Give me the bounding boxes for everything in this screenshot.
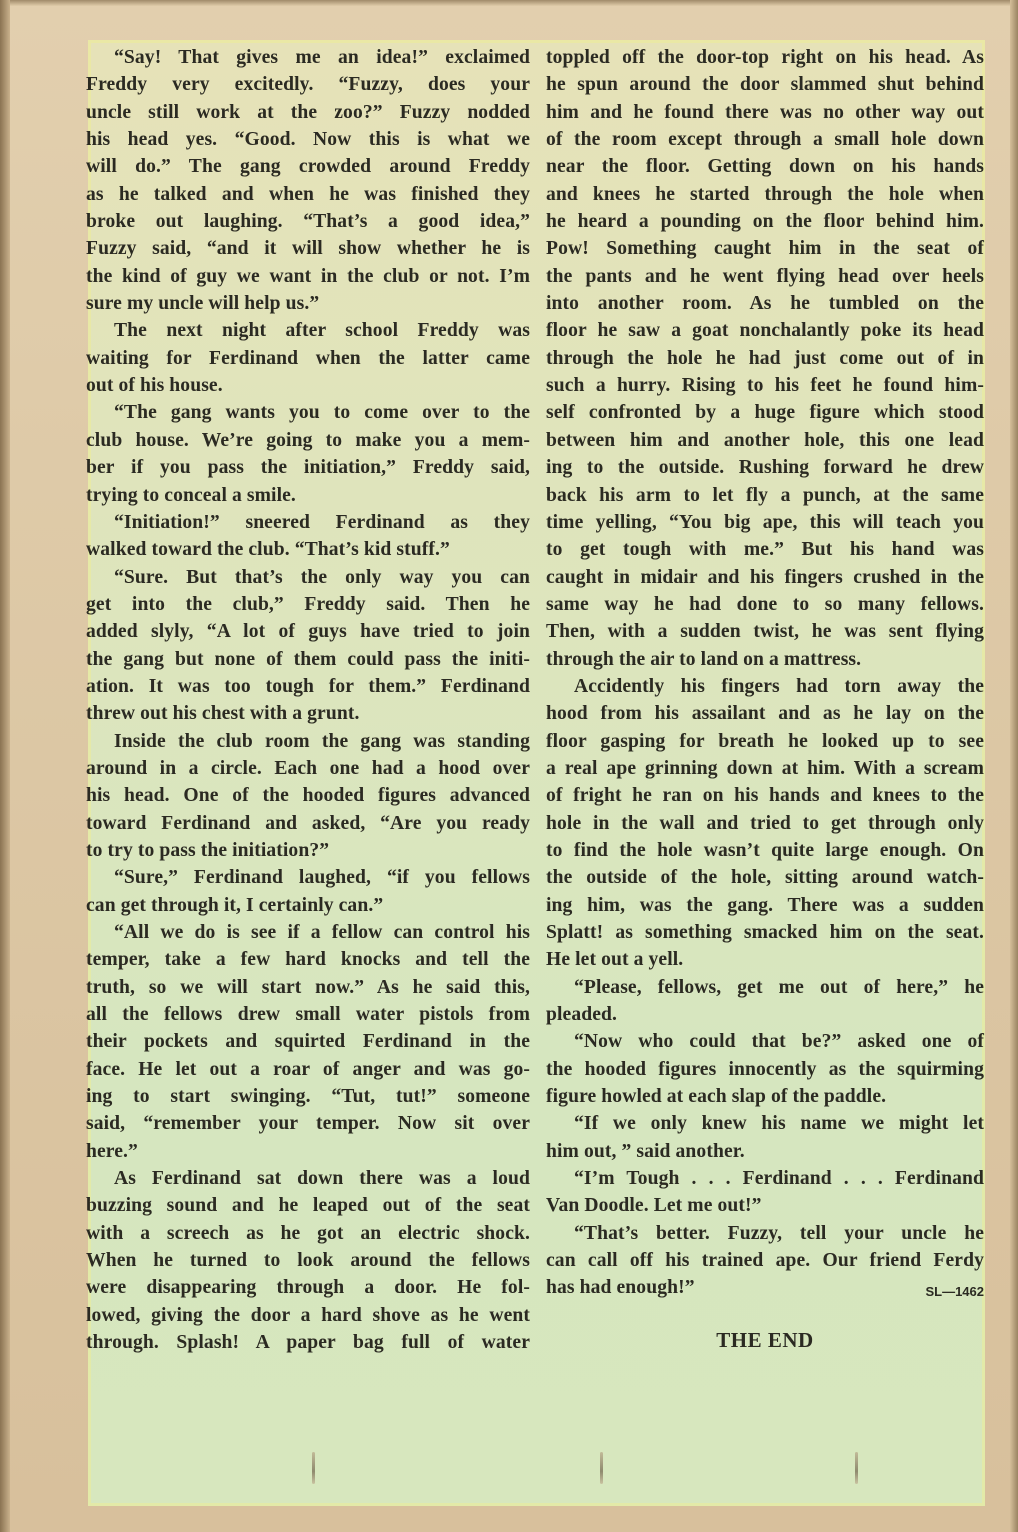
text-line: hole in the wall and tried to get through only <box>546 812 984 834</box>
text-line: the gang but none of them could pass the initi- <box>86 648 530 670</box>
text-line: sure my uncle will help us.” <box>86 293 320 315</box>
text-line: self confronted by a huge figure which stood <box>546 402 984 424</box>
text-line: added slyly, “A lot of guys have tried to join <box>86 621 530 643</box>
text-line: “All we do is see if a fellow can control his <box>114 922 530 943</box>
text-line: threw out his chest with a grunt. <box>86 703 360 725</box>
text-line: near the floor. Getting down on his hands <box>546 156 984 178</box>
text-line: Then, with a sudden twist, he was sent flying <box>546 621 984 643</box>
text-line: truth, so we will start now.” As he said this, <box>86 976 530 998</box>
text-line: he heard a pounding on the floor behind him. <box>546 211 984 233</box>
text-line: same way he had done to so many fellows. <box>546 593 984 615</box>
text-line: “If we only knew his name we might let <box>574 1113 984 1135</box>
text-line: back his arm to let fly a punch, at the same <box>546 484 984 506</box>
text-line: all the fellows drew small water pistols from <box>86 1004 530 1026</box>
the-end-heading: THE END <box>716 1328 814 1352</box>
text-line: to try to pass the initiation?” <box>86 839 330 861</box>
text-line: can get through it, I certainly can.” <box>86 894 384 916</box>
story-code: SL—1462 <box>925 1284 984 1300</box>
text-line: waiting for Ferdinand when the latter came <box>86 347 530 369</box>
text-line: figure howled at each slap of the paddle. <box>546 1086 887 1108</box>
text-line: were disappearing through a door. He fol- <box>86 1277 530 1299</box>
text-line: Van Doodle. Let me out!” <box>546 1195 762 1217</box>
text-line: the hooded figures innocently as the squirming <box>546 1058 984 1080</box>
text-line: “Initiation!” sneered Ferdinand as they <box>114 511 530 533</box>
text-line: ing to the outside. Rushing forward he drew <box>546 457 984 479</box>
text-line: Fuzzy said, “and it will show whether he is <box>86 238 530 260</box>
text-line: “Say! That gives me an idea!” exclaimed <box>114 47 530 68</box>
text-line: broke out laughing. “That’s a good idea,” <box>86 211 530 233</box>
text-line: “The gang wants you to come over to the <box>114 402 530 424</box>
text-line: ing him, was the gang. There was a sudden <box>546 894 984 916</box>
text-line: into another room. As he tumbled on the <box>546 293 984 315</box>
text-line: through the hole he had just come out of in <box>546 347 984 369</box>
text-line: As Ferdinand sat down there was a loud <box>114 1168 530 1190</box>
text-line: can call off his trained ape. Our friend Ferdy <box>546 1250 984 1272</box>
text-line: “Sure,” Ferdinand laughed, “if you fellows <box>114 867 530 889</box>
text-line: him and he found there was no other way out <box>546 101 984 123</box>
text-line: Freddy very excitedly. “Fuzzy, does your <box>86 74 530 96</box>
text-line: said, “remember your temper. Now sit over <box>86 1113 530 1135</box>
closing-line <box>546 1274 984 1301</box>
text-line: his head. One of the hooded figures advanced <box>86 785 530 807</box>
text-line: “That’s better. Fuzzy, tell your uncle he <box>574 1222 984 1244</box>
text-line: The next night after school Freddy was <box>114 320 530 342</box>
text-line: He let out a yell. <box>546 949 684 971</box>
text-line: “Sure. But that’s the only way you can <box>114 566 530 588</box>
text-line: the kind of guy we want in the club or not. I’m <box>86 265 530 287</box>
text-line: Accidently his fingers had torn away the <box>574 675 984 697</box>
text-line: ber if you pass the initiation,” Freddy said, <box>86 457 530 479</box>
text-line: caught in midair and his fingers crushed in the <box>546 566 984 588</box>
text-line: buzzing sound and he leaped out of the seat <box>86 1195 530 1217</box>
text-line: the outside of the hole, sitting around watch- <box>546 867 984 889</box>
text-line: ing to start swinging. “Tut, tut!” someone <box>86 1086 530 1108</box>
text-line: him out, ” said another. <box>546 1140 745 1162</box>
text-line: Pow! Something caught him in the seat of <box>546 238 984 260</box>
staple-mark <box>600 1452 603 1484</box>
text-line: the pants and he went flying head over heels <box>546 265 984 287</box>
text-line: “Please, fellows, get me out of here,” he <box>574 976 984 998</box>
text-line: Splatt! as something smacked him on the seat. <box>546 922 984 943</box>
text-line: get into the club,” Freddy said. Then he <box>86 593 530 615</box>
text-line: uncle still work at the zoo?” Fuzzy nodded <box>86 101 530 123</box>
closing-text: has had enough!” <box>546 1277 695 1299</box>
text-line: and knees he started through the hole when <box>546 183 984 205</box>
text-line: “I’m Tough . . . Ferdinand . . . Ferdinand <box>574 1168 984 1190</box>
page-edge-right <box>1010 0 1018 1532</box>
text-line: here.” <box>86 1140 138 1162</box>
text-line: club house. We’re going to make you a mem- <box>86 429 530 451</box>
right-column <box>546 44 984 1302</box>
text-line: through the air to land on a mattress. <box>546 648 862 670</box>
text-line: of fright he ran on his hands and knees to the <box>546 785 984 807</box>
text-line: his head yes. “Good. Now this is what we <box>86 129 530 151</box>
text-line: will do.” The gang crowded around Freddy <box>86 156 530 178</box>
text-line: toward Ferdinand and asked, “Are you ready <box>86 812 530 834</box>
text-line: toppled off the door-top right on his head. As <box>546 47 984 68</box>
text-line: pleaded. <box>546 1004 618 1026</box>
text-line: he spun around the door slammed shut behind <box>546 74 984 96</box>
text-line: between him and another hole, this one lead <box>546 429 984 451</box>
text-line: lowed, giving the door a hard shove as he went <box>86 1304 530 1326</box>
text-line: as he talked and when he was finished they <box>86 183 530 205</box>
text-line: to get tough with me.” But his hand was <box>546 539 984 561</box>
text-line: floor gasping for breath he looked up to see <box>546 730 984 752</box>
page-edge-top <box>0 0 1018 6</box>
text-line: “Now who could that be?” asked one of <box>574 1031 984 1053</box>
text-line: of the room except through a small hole down <box>546 129 984 151</box>
text-line: walked toward the club. “That’s kid stuff.” <box>86 539 450 561</box>
text-line: with a screech as he got an electric shock. <box>86 1222 530 1244</box>
staple-mark <box>855 1452 858 1484</box>
text-line: face. He let out a roar of anger and was go- <box>86 1058 530 1080</box>
text-line: hood from his assailant and as he lay on the <box>546 703 984 725</box>
text-line: around in a circle. Each one had a hood over <box>86 757 530 779</box>
page-edge-left <box>0 0 10 1532</box>
text-line: their pockets and squirted Ferdinand in the <box>86 1031 530 1053</box>
text-line: floor he saw a goat nonchalantly poke its head <box>546 320 984 342</box>
left-column <box>86 44 530 1357</box>
text-line: such a hurry. Rising to his feet he found him- <box>546 375 984 397</box>
text-line: temper, take a few hard knocks and tell the <box>86 949 530 971</box>
text-line: trying to conceal a smile. <box>86 484 296 506</box>
text-line: to find the hole wasn’t quite large enough. On <box>546 839 984 861</box>
text-line: time yelling, “You big ape, this will teach you <box>546 511 984 533</box>
text-line: Inside the club room the gang was standing <box>114 730 530 752</box>
text-line: When he turned to look around the fellows <box>86 1250 530 1272</box>
staple-mark <box>312 1452 315 1484</box>
text-line: a real ape grinning down at him. With a scream <box>546 757 984 779</box>
text-line: ation. It was too tough for them.” Ferdinand <box>86 675 530 697</box>
text-line: out of his house. <box>86 375 223 397</box>
text-line: through. Splash! A paper bag full of water <box>86 1332 530 1354</box>
